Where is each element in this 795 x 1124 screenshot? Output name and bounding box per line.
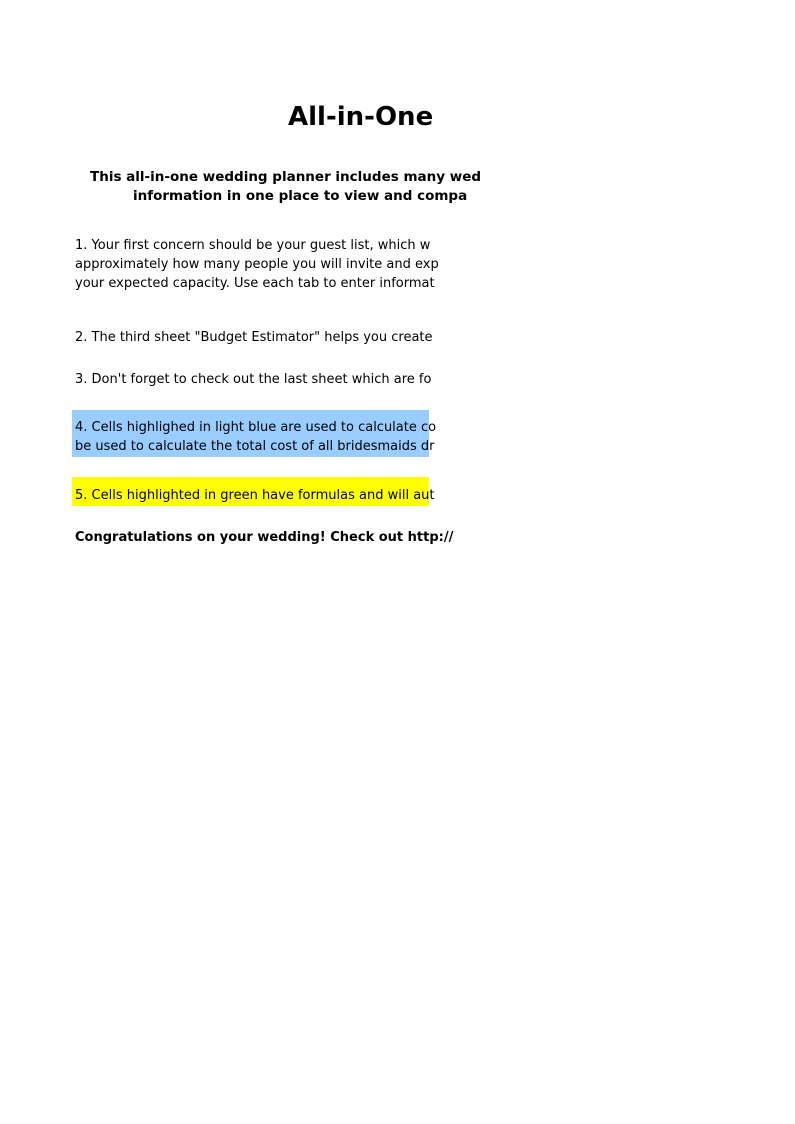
- instruction-2: 2. The third sheet "Budget Estimator" helps you create: [75, 330, 433, 345]
- intro-line-1: This all-in-one wedding planner includes many wed: [90, 169, 482, 185]
- instruction-4-line-1: 4. Cells highlighed in light blue are used to calculate co: [75, 420, 437, 435]
- instruction-1-line-2: approximately how many people you will invite and exp: [75, 257, 439, 272]
- instruction-1-line-1: 1. Your first concern should be your guest list, which w: [75, 238, 431, 253]
- congratulations-text: Congratulations on your wedding! Check out http://: [75, 530, 454, 545]
- instruction-5: 5. Cells highlighted in green have formulas and will aut: [75, 488, 435, 503]
- instruction-3: 3. Don't forget to check out the last sheet which are fo: [75, 372, 432, 387]
- instruction-4-line-2: be used to calculate the total cost of all bridesmaids dr: [75, 439, 435, 454]
- page-title: All-in-One: [288, 102, 434, 132]
- intro-line-2: information in one place to view and compa: [133, 188, 468, 204]
- instruction-1-line-3: your expected capacity. Use each tab to enter informat: [75, 276, 435, 291]
